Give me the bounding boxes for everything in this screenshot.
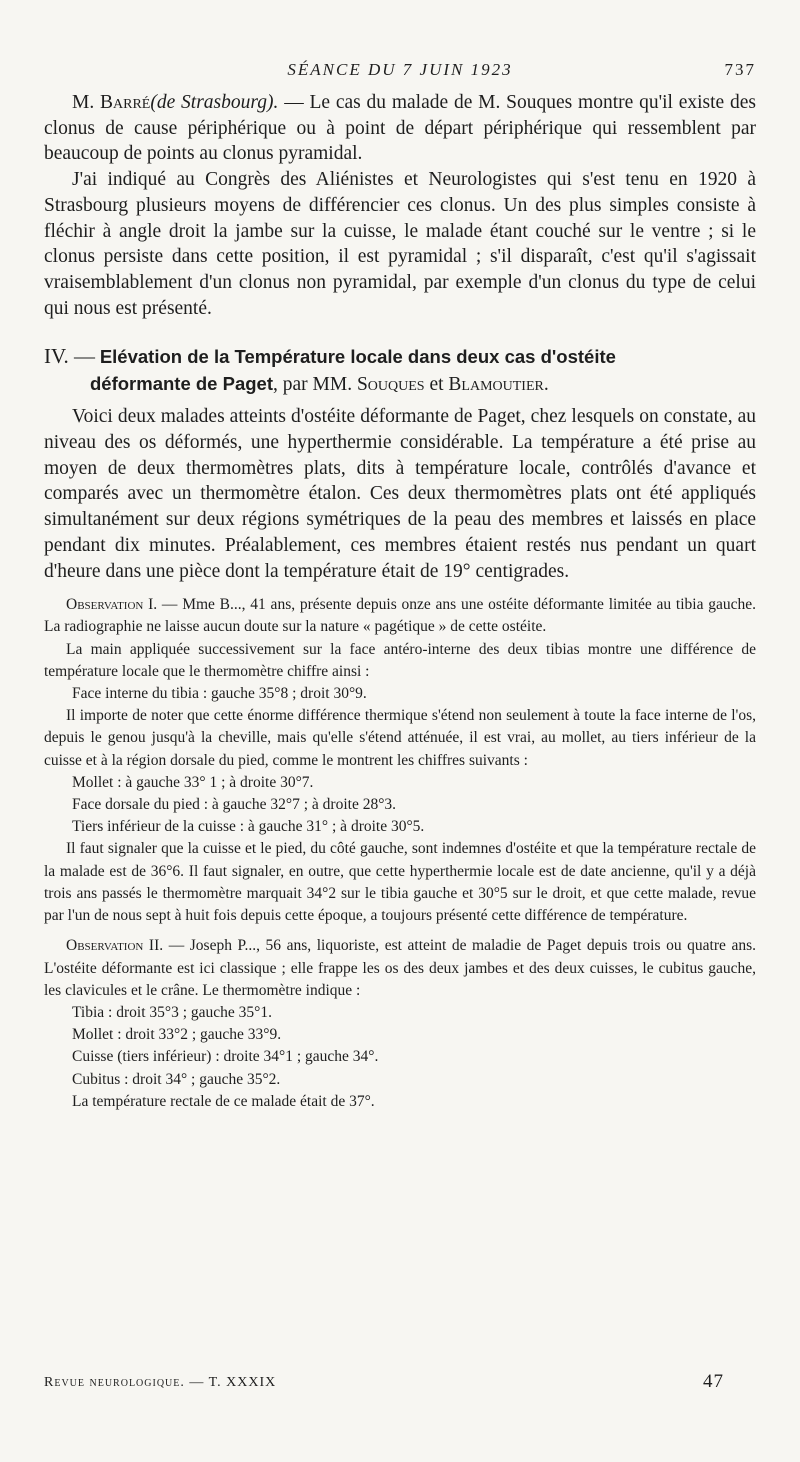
footer-signature: 47	[703, 1371, 724, 1392]
obs1-paragraph-3: Il importe de noter que cette énorme différence thermique s'étend non seulement à toute la face interne de l'os, depuis le genou jusqu'à la cheville, mais qu'elle s'étend atténuée, il est vrai, au mollet, au tiers inférieur de la cuisse et à la région dorsale du pied, comme le montrent les chiffres suivants :	[44, 707, 756, 769]
intro-p1-text: — Le cas du malade de M. Souques montre qu'il existe des clonus de cause périphérique ou à point de départ périphérique qui ressemblent par beaucoup de points au clonus pyramidal.	[44, 92, 756, 165]
section-number: IV. —	[44, 344, 95, 369]
obs1-measure-tibia: Face interne du tibia : gauche 35°8 ; droit 30°9.	[72, 685, 367, 703]
obs1-paragraph-2: La main appliquée successivement sur la face antéro-interne des deux tibias montre une différence de température locale que le thermomètre chiffre ainsi :	[44, 640, 756, 680]
author-affiliation: (de Strasbourg).	[150, 92, 279, 113]
section-paragraph: Voici deux malades atteints d'ostéite déformante de Paget, chez lesquels on constate, au niveau des os déformés, une hyperthermie considérable. La température a été prise au moyen de deux thermomètres plats, dits à température locale, contrôlés d'avance et comparés avec un thermomètre étalon. Ces deux thermomètres plats ont été appliqués simultanément sur deux régions symétriques de la peau des membres et laissés en place pendant dix minutes. Préalablement, ces membres étaient restés nus pendant un quart d'heure dans une pièce dont la température était de 19° centigrades.	[44, 406, 756, 582]
running-head	[44, 60, 756, 90]
obs1-label: Observation I.	[66, 596, 158, 614]
obs2-intro	[44, 935, 756, 1002]
page-number: 737	[724, 60, 756, 79]
section-heading	[44, 343, 756, 398]
page	[44, 60, 756, 1113]
section-author-2: Blamoutier.	[448, 374, 549, 396]
observation-1	[44, 594, 756, 927]
section-author-1: Souques	[356, 374, 425, 396]
page-footer	[44, 1371, 724, 1392]
section-by: , par MM.	[273, 374, 357, 396]
obs2-measure-cubitus: Cubitus : droit 34° ; gauche 35°2.	[72, 1070, 281, 1088]
obs1-paragraph-4: Il faut signaler que la cuisse et le pied, du côté gauche, sont indemnes d'ostéite et que la température rectale de la malade est de 36°6. Il faut signaler, en outre, que cette hyperthermie locale est de date ancienne, qu'il y a déjà trois ans passés le thermomètre marquait 34°2 sur le tibia gauche et 30°5 sur le droit, et que cette malade, revue par l'un de nous sept à huit fois depuis cette époque, a toujours présenté cette différence de température.	[44, 840, 756, 925]
intro-paragraph-1	[44, 90, 756, 167]
footer-journal: Revue neurologique.	[44, 1375, 185, 1390]
section-title-line1: Elévation de la Température locale dans deux cas d'ostéite	[99, 346, 616, 368]
obs2-label: Observation II.	[66, 937, 164, 955]
section-body	[44, 404, 756, 584]
obs1-measure-cuisse: Tiers inférieur de la cuisse : à gauche 31° ; à droite 30°5.	[72, 818, 425, 836]
section-and: et	[424, 374, 449, 396]
obs2-measure-mollet: Mollet : droit 33°2 ; gauche 33°9.	[72, 1026, 282, 1044]
intro-text	[44, 90, 756, 321]
obs1-text: — Mme B..., 41 ans, présente depuis onze ans une ostéite déformante limitée au tibia gauche. La radiographie ne laisse aucun doute sur la nature « pagétique » de cette ostéite.	[44, 596, 756, 636]
observation-2	[44, 935, 756, 1113]
obs2-measure-tibia: Tibia : droit 35°3 ; gauche 35°1.	[72, 1003, 272, 1021]
obs2-text: — Joseph P..., 56 ans, liquoriste, est atteint de maladie de Paget depuis trois ou quatre ans. L'ostéite déformante est ici classique ; elle frappe les os des deux jambes et des deux cuisses, le cubitus gauche, les clavicules et le crâne. Le thermomètre indique :	[44, 937, 756, 999]
obs2-measure-cuisse: Cuisse (tiers inférieur) : droite 34°1 ; gauche 34°.	[72, 1048, 379, 1066]
intro-paragraph-2: J'ai indiqué au Congrès des Aliénistes et Neurologistes qui s'est tenu en 1920 à Strasbourg plusieurs moyens de différencier ces clonus. Un des plus simples consiste à fléchir à angle droit la jambe sur la cuisse, le malade étant couché sur le ventre ; si le clonus persiste dans cette position, il est pyramidal ; s'il disparaît, c'est qu'il s'agissait vraisemblablement d'un clonus non pyramidal, par exemple d'un clonus du type de celui qui nous est présenté.	[44, 169, 756, 319]
obs2-rectal-temperature: La température rectale de ce malade était de 37°.	[72, 1092, 375, 1110]
section-title-line2: déformante de Paget	[90, 373, 273, 395]
footer-volume: — T. XXXIX	[184, 1375, 277, 1390]
running-title: SÉANCE DU 7 JUIN 1923	[287, 60, 513, 79]
obs1-measure-mollet: Mollet : à gauche 33° 1 ; à droite 30°7.	[72, 773, 314, 791]
obs1-measure-pied: Face dorsale du pied : à gauche 32°7 ; à droite 28°3.	[72, 796, 397, 814]
author-barre: M. Barré	[72, 92, 151, 113]
obs1-intro	[44, 594, 756, 638]
